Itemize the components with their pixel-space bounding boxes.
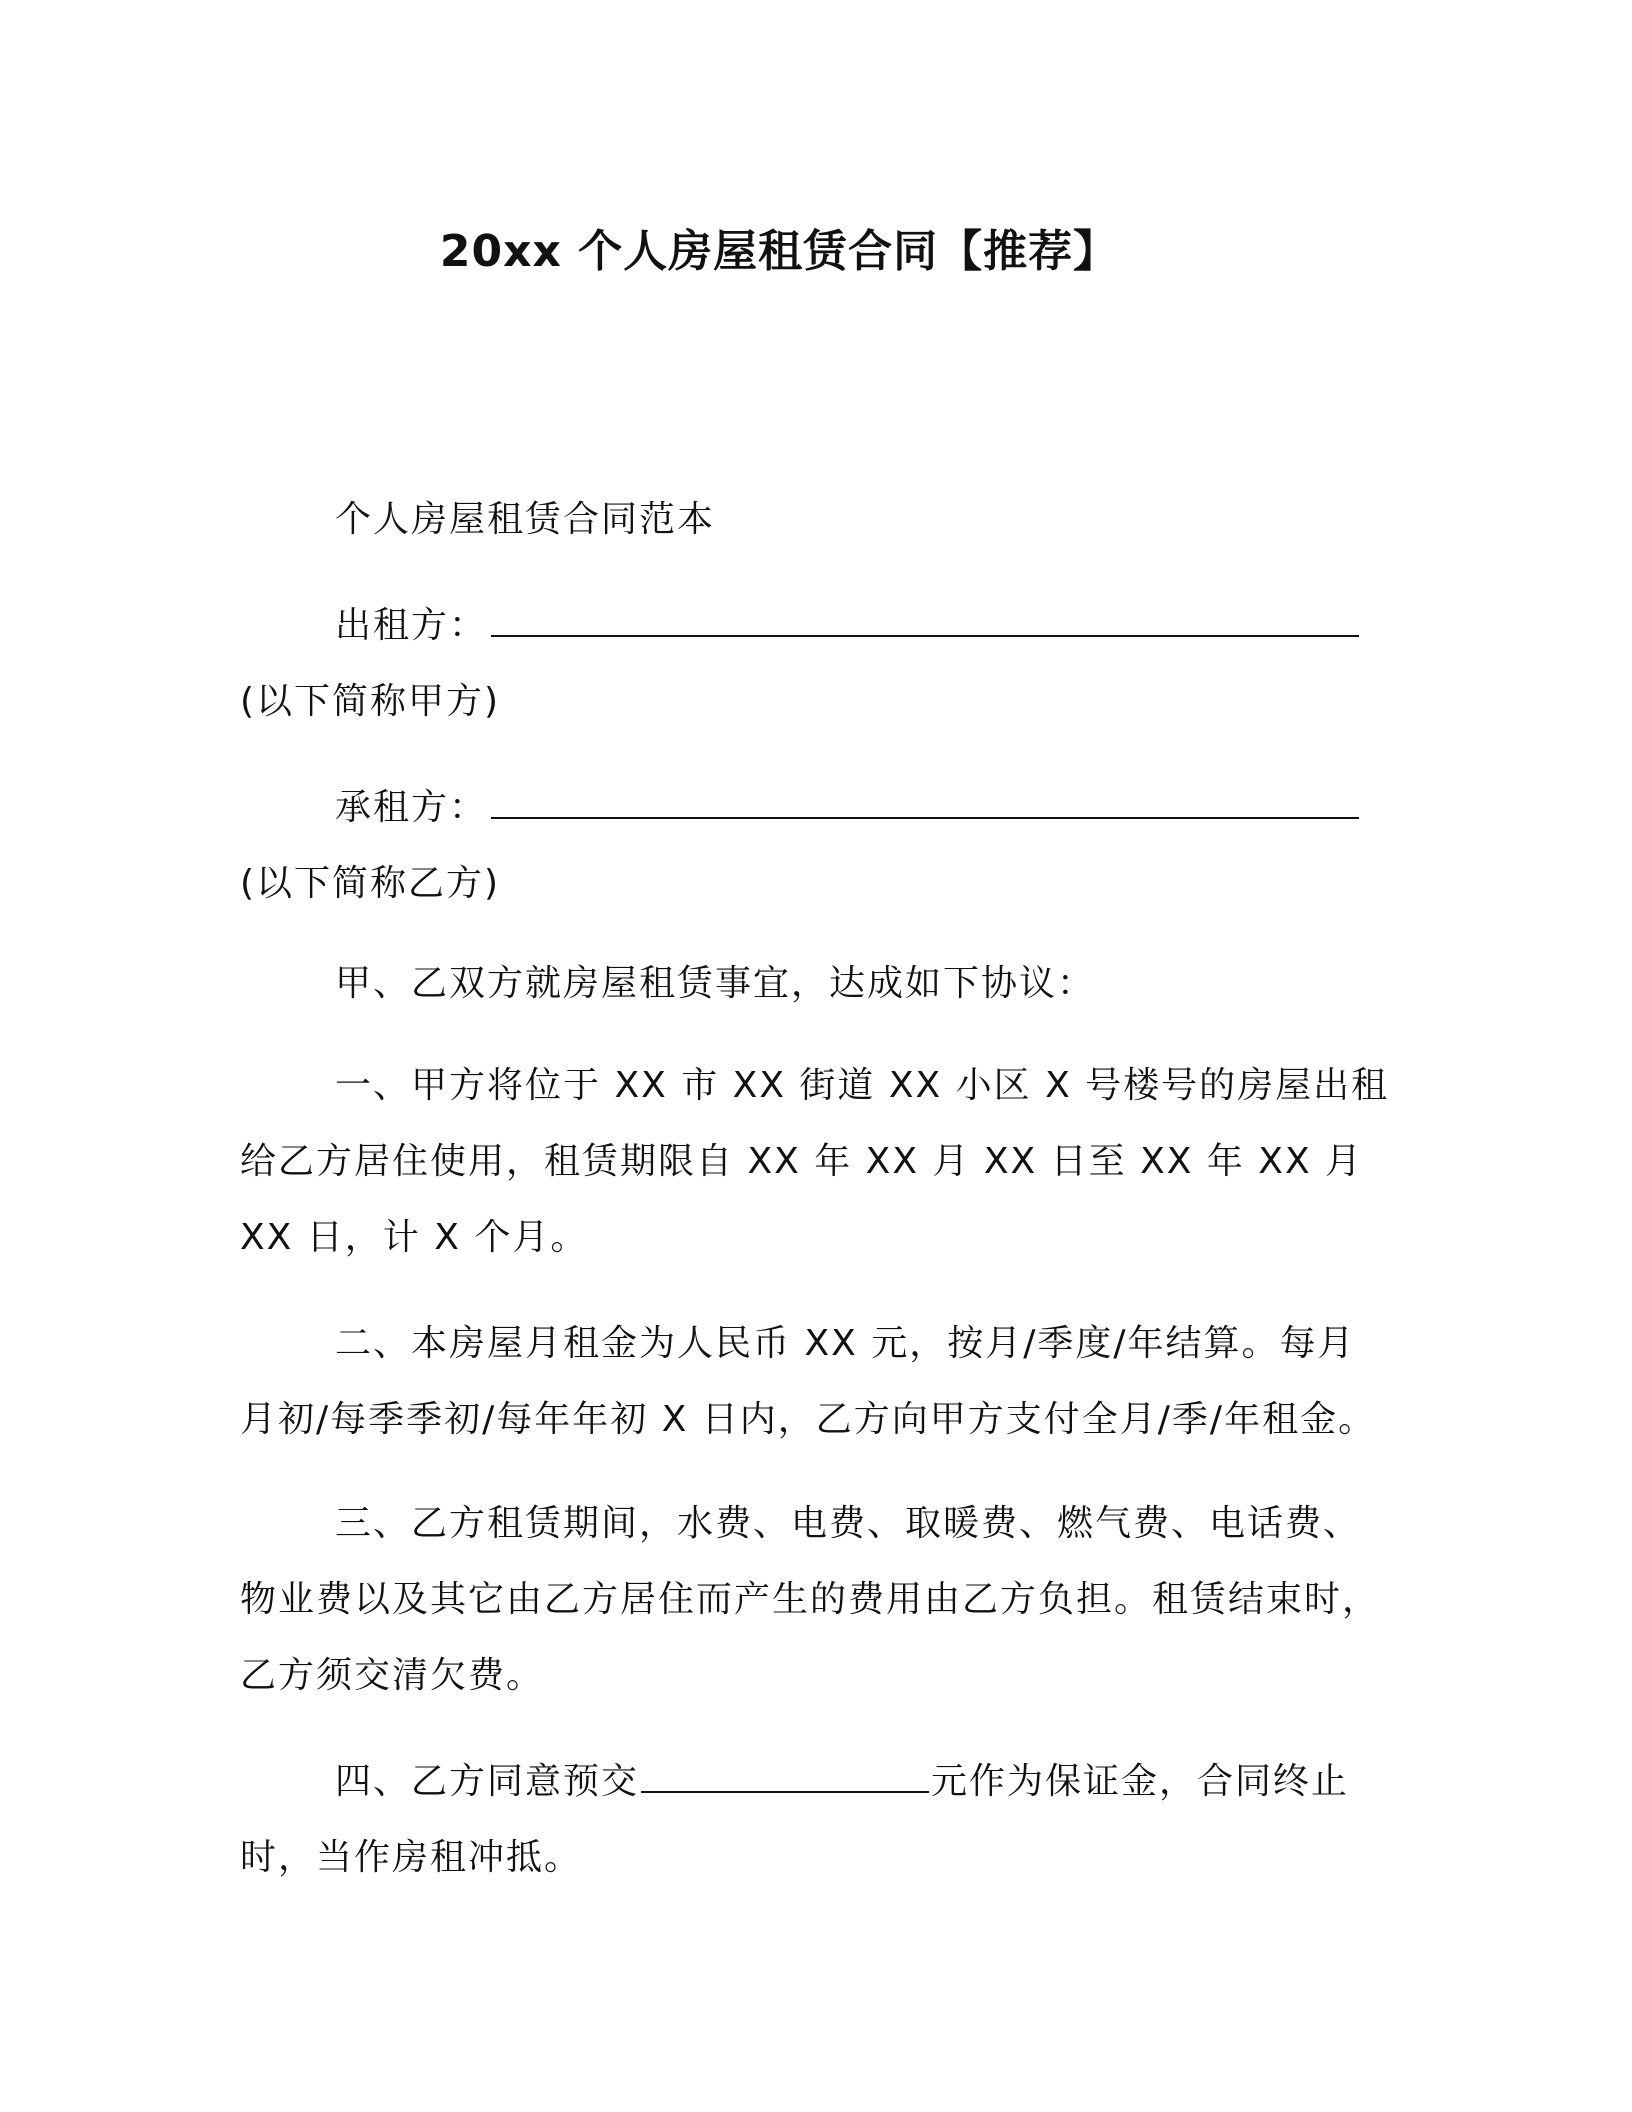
document-title: 20xx 个人房屋租赁合同【推荐】 xyxy=(439,226,1119,277)
clause-2: 二、本房屋月租金为人民币 XX 元，按月/季度/年结算。每月月初/每季季初/每年年初 X 日内，乙方向甲方支付全月/季/年租金。 xyxy=(240,1323,1377,1440)
lessee-suffix: (以下简称乙方) xyxy=(240,863,501,904)
lessee-label: 承租方： xyxy=(335,787,488,828)
lessor-label: 出租方： xyxy=(335,605,488,646)
agreement-intro: 甲、乙双方就房屋租赁事宜，达成如下协议： xyxy=(335,963,1096,1004)
document-subtitle: 个人房屋租赁合同范本 xyxy=(335,499,716,540)
clause-4-suffix: 元作为保证金，合同终止时，当作房租冲抵。 xyxy=(240,1761,1350,1878)
deposit-amount-blank xyxy=(641,1761,929,1793)
lessee-name-blank xyxy=(491,787,1359,819)
clause-4 xyxy=(240,1744,1390,1896)
clause-3: 三、乙方租赁期间，水费、电费、取暖费、燃气费、电话费、物业费以及其它由乙方居住而产生的费用由乙方负担。租赁结束时，乙方须交清欠费。 xyxy=(240,1503,1381,1696)
clause-4-prefix: 四、乙方同意预交 xyxy=(335,1761,640,1802)
lessor-suffix: (以下简称甲方) xyxy=(240,681,501,722)
lessor-name-blank xyxy=(491,605,1359,637)
clause-1: 一、甲方将位于 XX 市 XX 街道 XX 小区 X 号楼号的房屋出租给乙方居住使用，租赁期限自 XX 年 XX 月 XX 日至 XX 年 XX 月 XX 日，计 X 个月。 xyxy=(240,1065,1390,1258)
lessee-line xyxy=(240,770,1390,922)
lessor-line xyxy=(240,588,1390,740)
